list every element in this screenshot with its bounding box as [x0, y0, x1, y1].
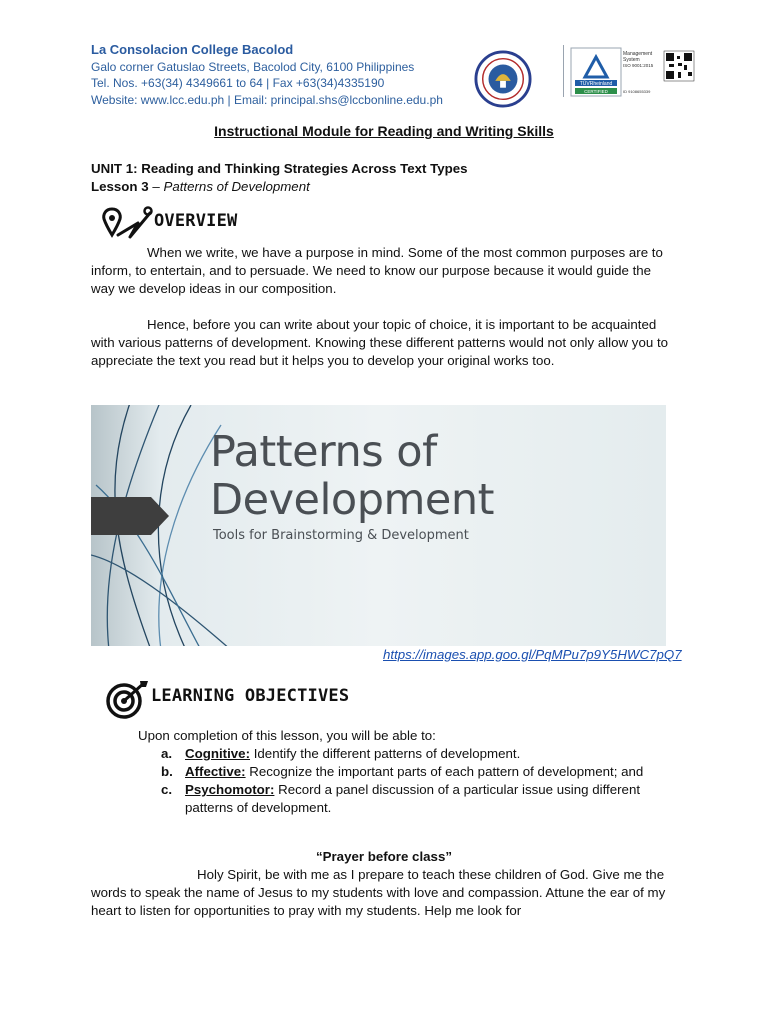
objective-item-psychomotor [161, 781, 691, 817]
overview-paragraph-2: Hence, before you can write about your topic of choice, it is important to be acquainted with various patterns of development. Knowing these different patterns would not only allow you to appreciate the text you read but it helps you to develop your original works too. [91, 317, 669, 369]
objective-marker: c. [161, 782, 173, 797]
objective-text: Identify the different patterns of development. [250, 746, 521, 761]
lesson-heading [91, 178, 310, 196]
overview-heading: OVERVIEW [154, 211, 238, 231]
overview-paragraph-1: When we write, we have a purpose in mind. Some of the most common purposes are to inform, to entertain, and to persuade. We need to know our purpose because it would guide the way we develop ideas in our composition. [91, 245, 663, 297]
cert-label-2: System [623, 57, 640, 63]
patterns-of-development-banner [91, 405, 666, 646]
header-divider [563, 45, 564, 97]
module-title-text: Instructional Module for Reading and Writing Skills [214, 123, 554, 139]
learning-objectives-heading: LEARNING OBJECTIVES [151, 686, 350, 706]
lesson-label: Lesson 3 [91, 179, 149, 194]
objective-keyword: Cognitive: [185, 746, 251, 761]
banner-title-line-2: Development [210, 475, 494, 525]
banner-subtitle: Tools for Brainstorming & Development [213, 528, 469, 543]
objectives-list [161, 745, 691, 817]
lesson-separator: – [148, 179, 164, 194]
objective-keyword: Psychomotor: [185, 782, 275, 797]
school-web: Website: www.lcc.edu.ph | Email: principal.shs@lccbonline.edu.ph [91, 92, 443, 107]
unit-heading: UNIT 1: Reading and Thinking Strategies Across Text Types [91, 161, 468, 176]
prayer-body: Holy Spirit, be with me as I prepare to teach these children of God. Give me the words to speak the name of Jesus to my students with love and compassion. Attune the ear of my heart to listen for opportunities to pray with my students. Help me look for [91, 867, 666, 919]
image-source-link[interactable]: https://images.app.goo.gl/PqMPu7p9Y5HWC7pQ7 [383, 647, 682, 662]
school-address: Galo corner Gatuslao Streets, Bacolod City, 6100 Philippines [91, 59, 415, 74]
cert-label-3: ISO 9001:2015 [623, 63, 654, 68]
objective-item-affective [161, 763, 691, 781]
cert-id-text: ID 9108655339 [623, 89, 651, 94]
lesson-name: Patterns of Development [163, 179, 310, 194]
objective-item-cognitive [161, 745, 691, 763]
school-phones: Tel. Nos. +63(34) 4349661 to 64 | Fax +63(34)4335190 [91, 76, 385, 90]
banner-title-line-1: Patterns of [210, 427, 437, 477]
school-seal-logo [474, 50, 532, 108]
tuv-certification-badge [570, 47, 696, 97]
school-name: La Consolacion College Bacolod [91, 42, 294, 57]
target-objective-icon [104, 677, 152, 721]
cert-label-1: Management [623, 51, 653, 57]
objective-text: Record a panel discussion of a particular issue using different patterns of development. [185, 782, 641, 815]
objective-keyword: Affective: [185, 764, 246, 779]
objective-marker: b. [161, 764, 173, 779]
route-map-icon [100, 205, 156, 241]
cert-brand-text: TÜVRheinland [579, 81, 613, 87]
prayer-title: “Prayer before class” [315, 849, 452, 864]
cert-status-text: CERTIFIED [584, 89, 608, 94]
objectives-intro: Upon completion of this lesson, you will be able to: [138, 728, 436, 743]
objective-marker: a. [161, 746, 173, 761]
module-title [0, 123, 768, 139]
letterhead [91, 42, 443, 108]
qr-code-icon [664, 51, 694, 81]
objective-text: Recognize the important parts of each pattern of development; and [245, 764, 644, 779]
